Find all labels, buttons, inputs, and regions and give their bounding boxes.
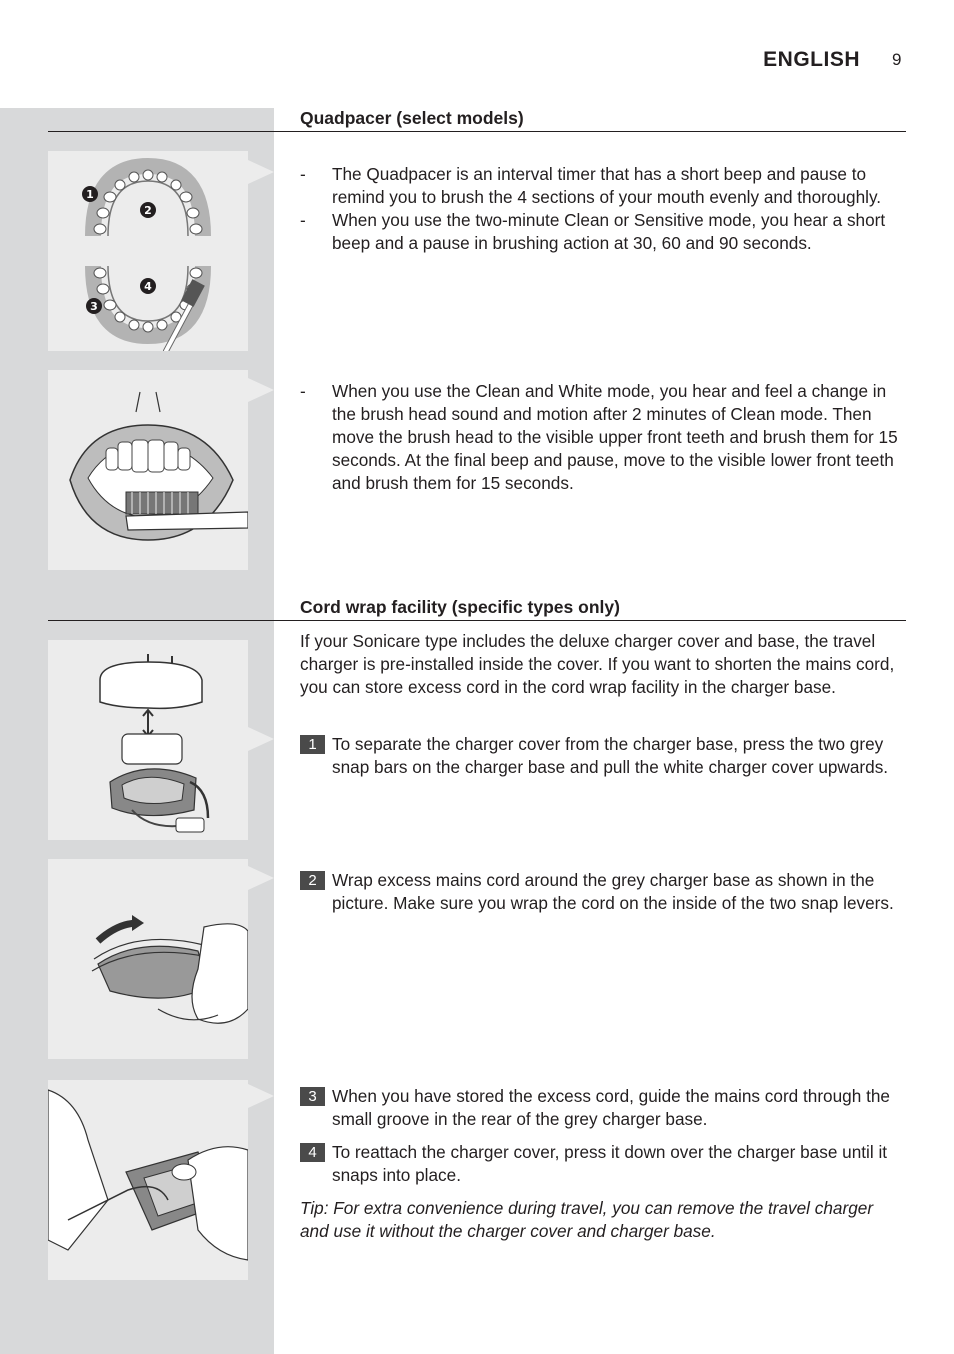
- step-number: 4: [300, 1143, 325, 1162]
- step-text: Wrap excess mains cord around the grey charger base as shown in the picture. Make sure you wrap the cord on the inside of the two snap levers.: [332, 870, 894, 913]
- section-title-quadpacer: Quadpacer (select models): [300, 108, 524, 128]
- figure-pointer: [248, 866, 274, 890]
- quadpacer-bullet-list: [300, 163, 906, 255]
- step-list-2: [300, 869, 906, 925]
- figure-pointer: [248, 1084, 274, 1108]
- figure-pointer: [248, 160, 274, 184]
- bullet-item: - When you use the two-minute Clean or Sensitive mode, you hear a short beep and a pause in brushing action at 30, 60 and 90 seconds.: [300, 210, 886, 253]
- bullet-item: - The Quadpacer is an interval timer that has a short beep and pause to remind you to brush the 4 sections of your mouth evenly and thoroughly.: [300, 164, 882, 207]
- step-item: [300, 869, 906, 915]
- figure-guide-cord: [48, 1080, 248, 1280]
- step-list-3: [300, 1085, 906, 1243]
- step-text: To reattach the charger cover, press it down over the charger base until it snaps into place.: [332, 1142, 888, 1185]
- clean-white-bullet-list: [300, 380, 906, 495]
- figure-wrap-cord: [48, 859, 248, 1059]
- figure-label-1: 1: [86, 188, 94, 201]
- bullet-item: - When you use the Clean and White mode, you hear and feel a change in the brush head sound and motion after 2 minutes of Clean mode. Then move the brush head to the visible upper front teeth and brush them for 15 seconds. At the final beep and pause, move to the visible lower front teeth and brush them for 15 seconds.: [300, 381, 898, 493]
- step-text: When you have stored the excess cord, guide the mains cord through the small groove in the rear of the grey charger base.: [332, 1086, 890, 1129]
- figure-pointer: [248, 378, 274, 402]
- figure-label-2: 2: [144, 204, 152, 217]
- figure-pointer: [248, 727, 274, 751]
- page-number: 9: [892, 50, 902, 69]
- figure-label-4: 4: [144, 280, 152, 293]
- figure-front-teeth-brushing: [48, 370, 248, 570]
- figure-label-3: 3: [90, 300, 98, 313]
- step-number: 1: [300, 735, 325, 754]
- language-label: ENGLISH: [763, 48, 860, 71]
- figure-quadpacer-diagram: [48, 151, 248, 351]
- step-item: [300, 1141, 906, 1187]
- section-title-cord-wrap: Cord wrap facility (specific types only): [300, 597, 620, 617]
- section-rule: [48, 620, 906, 621]
- figure-separate-cover: [48, 640, 248, 840]
- cord-wrap-intro: If your Sonicare type includes the deluxe charger cover and base, the travel charger is pre-installed inside the cover. If you want to shorten the mains cord, you can store excess cord in the cord wrap facility in the charger base.: [300, 631, 895, 697]
- section-rule: [48, 131, 906, 132]
- tip-text: Tip: For extra convenience during travel, you can remove the travel charger and use it without the charger cover and charger base.: [300, 1198, 874, 1241]
- step-list-1: [300, 733, 906, 789]
- step-number: 2: [300, 871, 325, 890]
- step-item: [300, 733, 906, 779]
- step-text: To separate the charger cover from the charger base, press the two grey snap bars on the charger base and pull the white charger cover upwards.: [332, 734, 889, 777]
- step-item: [300, 1085, 906, 1131]
- step-number: 3: [300, 1087, 325, 1106]
